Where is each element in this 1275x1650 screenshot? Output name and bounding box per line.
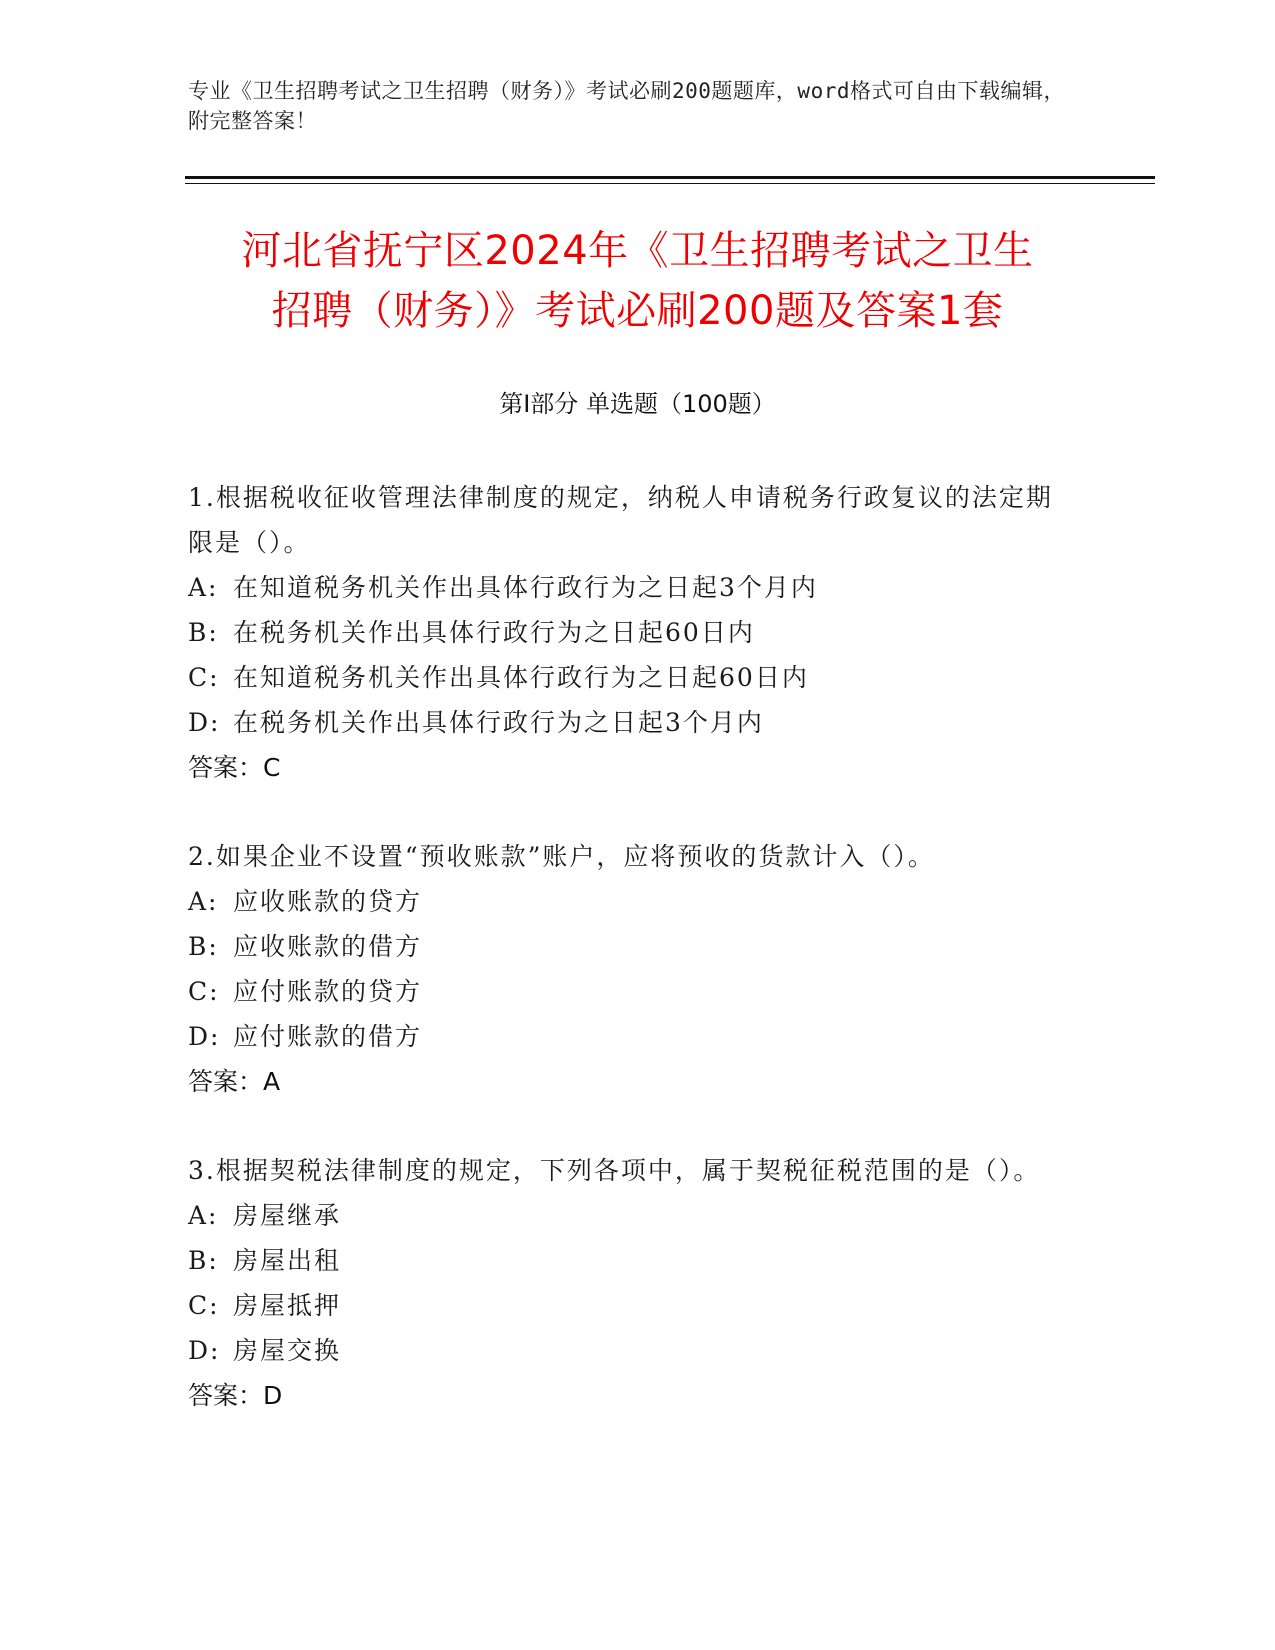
option-c	[188, 655, 1068, 700]
option-text: 房屋抵押	[233, 1291, 342, 1320]
option-c	[188, 1283, 1068, 1328]
option-letter: A:	[188, 1201, 219, 1230]
option-b	[188, 1238, 1068, 1283]
question-stem: 1.根据税收征收管理法律制度的规定，纳税人申请税务行政复议的法定期限是（）。	[188, 483, 1053, 557]
question-1	[188, 475, 1068, 790]
option-letter: D:	[188, 708, 221, 737]
option-a	[188, 565, 1068, 610]
option-letter: A:	[188, 573, 219, 602]
question-2	[188, 834, 1068, 1104]
answer-line: 答案：A	[188, 1067, 281, 1096]
document-title-line-1: 河北省抚宁区2024年《卫生招聘考试之卫生	[241, 228, 1034, 274]
option-d	[188, 700, 1068, 745]
option-letter: B:	[188, 618, 219, 647]
option-a	[188, 879, 1068, 924]
intro-text: 专业《卫生招聘考试之卫生招聘（财务）》考试必刷200题题库，word格式可自由下载编辑，附完整答案！	[188, 79, 1065, 133]
answer-line: 答案：C	[188, 753, 281, 782]
option-b	[188, 924, 1068, 969]
option-text: 在知道税务机关作出具体行政行为之日起60日内	[233, 663, 809, 692]
option-text: 应收账款的借方	[233, 932, 423, 961]
option-b	[188, 610, 1068, 655]
document-title	[140, 221, 1135, 341]
header-rule-thick	[185, 176, 1155, 179]
question-stem: 3.根据契税法律制度的规定，下列各项中，属于契税征税范围的是（）。	[188, 1156, 1041, 1185]
option-letter: A:	[188, 887, 219, 916]
option-text: 房屋继承	[233, 1201, 342, 1230]
option-text: 在知道税务机关作出具体行政行为之日起3个月内	[233, 573, 818, 602]
option-text: 房屋交换	[233, 1336, 342, 1365]
option-text: 应付账款的借方	[233, 1022, 423, 1051]
option-c	[188, 969, 1068, 1014]
question-list	[188, 475, 1068, 1462]
option-text: 应收账款的贷方	[233, 887, 423, 916]
answer-line: 答案：D	[188, 1381, 283, 1410]
option-text: 在税务机关作出具体行政行为之日起3个月内	[233, 708, 764, 737]
option-letter: D:	[188, 1022, 221, 1051]
header-rule-thin	[185, 183, 1155, 184]
option-d	[188, 1014, 1068, 1059]
question-3	[188, 1148, 1068, 1418]
option-letter: C:	[188, 1291, 220, 1320]
option-letter: C:	[188, 663, 220, 692]
option-letter: C:	[188, 977, 220, 1006]
option-d	[188, 1328, 1068, 1373]
option-text: 房屋出租	[233, 1246, 342, 1275]
option-letter: D:	[188, 1336, 221, 1365]
section-heading: 第Ⅰ部分 单选题（100题）	[499, 390, 776, 418]
question-stem: 2.如果企业不设置“预收账款”账户，应将预收的货款计入（）。	[188, 842, 935, 871]
option-text: 应付账款的贷方	[233, 977, 423, 1006]
option-text: 在税务机关作出具体行政行为之日起60日内	[233, 618, 755, 647]
option-a	[188, 1193, 1068, 1238]
option-letter: B:	[188, 1246, 219, 1275]
document-title-line-2: 招聘（财务）》考试必刷200题及答案1套	[271, 288, 1004, 334]
option-letter: B:	[188, 932, 219, 961]
